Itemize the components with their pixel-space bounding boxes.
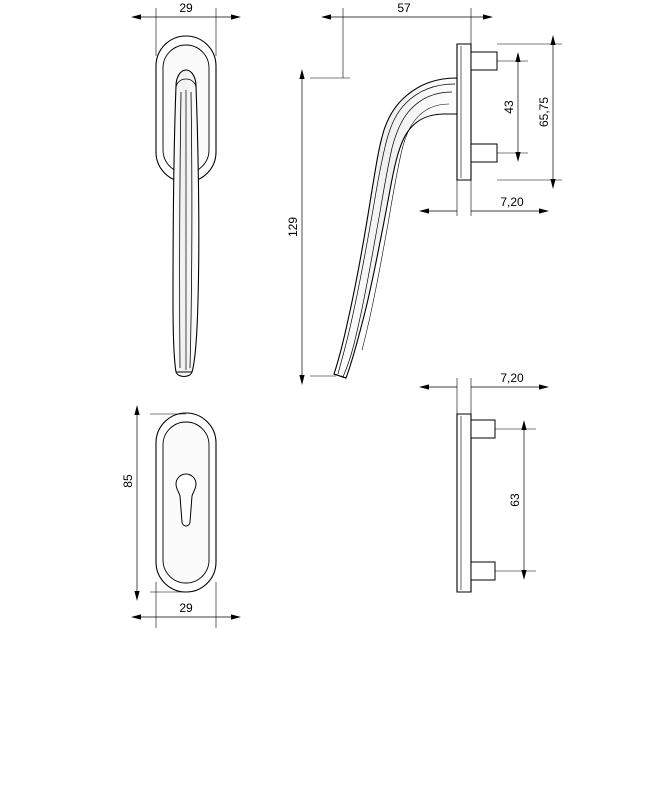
dim-side-length: 57: [397, 1, 411, 15]
dim-rosette-hole-spacing: 63: [508, 493, 522, 507]
dim-front-width: 29: [179, 1, 193, 15]
front-view: [140, 1, 232, 377]
dim-rosette-width: 29: [179, 601, 193, 615]
rosette-side-view: [428, 371, 540, 592]
dim-boss-spacing: 43: [502, 100, 516, 114]
dim-rosette-thickness: 7,20: [500, 371, 524, 385]
side-view: [286, 1, 562, 378]
dim-plate-thickness-top: 7,20: [500, 195, 524, 209]
dim-side-height: 129: [286, 216, 300, 238]
rosette-front-view: [121, 413, 232, 628]
dim-boss-overall: 65,75: [537, 96, 551, 128]
dim-rosette-height: 85: [121, 474, 135, 488]
